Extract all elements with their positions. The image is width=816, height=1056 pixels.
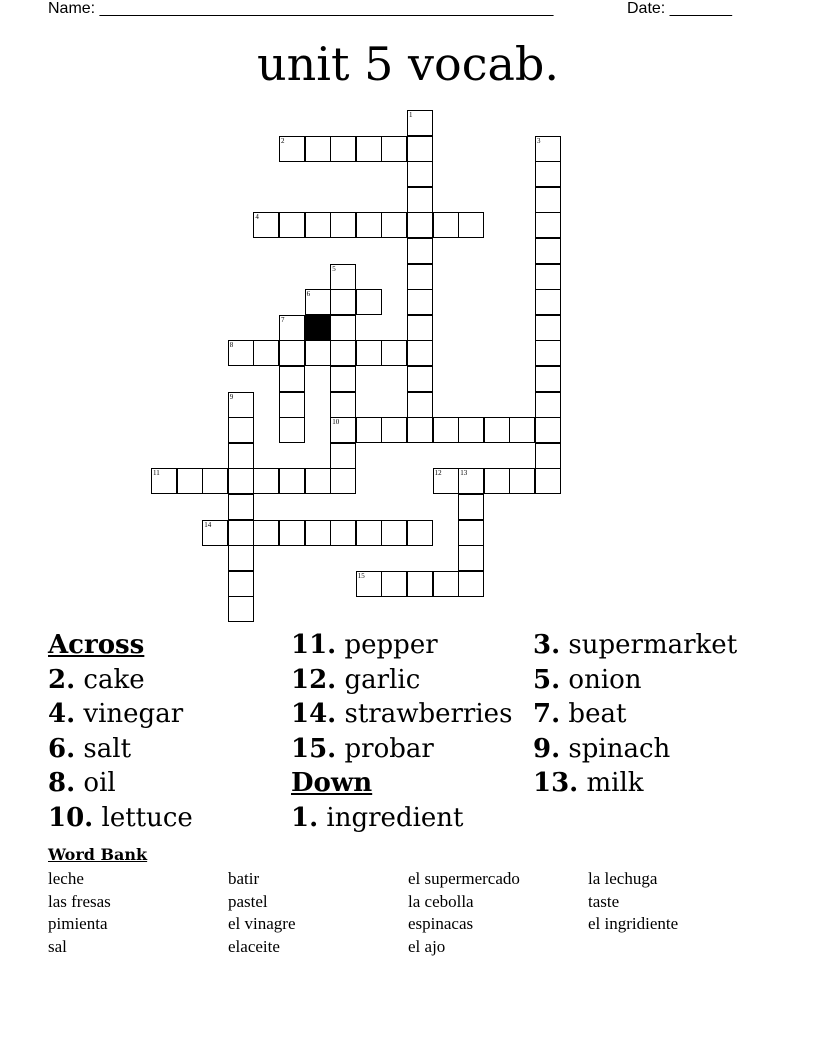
clue-number: 9 <box>229 392 234 401</box>
crossword-cell[interactable] <box>151 468 177 494</box>
crossword-cell[interactable] <box>356 340 382 366</box>
crossword-cell[interactable] <box>458 520 484 546</box>
clue-across-10: 10. lettuce <box>48 802 193 833</box>
clue-number: 11 <box>153 469 160 478</box>
clue-across-14: 14. strawberries <box>291 699 513 729</box>
clue-down-9: 9. spinach <box>533 733 671 764</box>
clue-down-1: 1. ingredient <box>291 802 464 833</box>
word-bank-item: sal <box>48 936 67 956</box>
clue-across-11: 11. pepper <box>291 630 438 660</box>
word-bank-item: la lechuga <box>588 869 658 888</box>
down-heading: Down <box>291 768 373 798</box>
crossword-cell[interactable] <box>381 417 407 443</box>
crossword-cell[interactable] <box>228 443 254 469</box>
clue-number: 1 <box>409 111 413 119</box>
word-bank-item: las fresas <box>48 891 111 911</box>
word-bank-item: la cebolla <box>408 891 474 911</box>
word-bank-item: leche <box>48 869 84 888</box>
clue-number: 6 <box>306 290 311 299</box>
crossword-cell[interactable] <box>535 187 561 213</box>
crossword-cell[interactable] <box>407 187 433 213</box>
crossword-cell[interactable] <box>535 340 561 366</box>
crossword-cell[interactable] <box>356 212 382 238</box>
clue-across-2: 2. cake <box>48 664 145 695</box>
crossword-cell[interactable] <box>330 468 356 494</box>
word-bank-column-3 <box>408 868 520 958</box>
crossword-cell[interactable] <box>305 136 331 162</box>
crossword-cell[interactable] <box>228 520 254 546</box>
crossword-cell[interactable] <box>407 161 433 187</box>
crossword-cell[interactable] <box>253 340 279 366</box>
crossword-cell[interactable] <box>330 340 356 366</box>
crossword-cell[interactable] <box>535 417 561 443</box>
clue-down-7: 7. beat <box>533 699 627 729</box>
crossword-cell[interactable] <box>433 417 459 443</box>
crossword-cell[interactable] <box>279 212 305 238</box>
crossword-cell[interactable] <box>458 545 484 571</box>
crossword-cell[interactable] <box>381 340 407 366</box>
date-field: Date: _______ <box>627 0 732 17</box>
crossword-cell[interactable] <box>535 238 561 264</box>
crossword-cell[interactable] <box>535 468 561 494</box>
crossword-cell[interactable] <box>330 136 356 162</box>
clues-column-2 <box>291 628 512 835</box>
crossword-cell[interactable] <box>279 136 305 162</box>
word-bank-title: Word Bank <box>48 845 148 864</box>
crossword-cell[interactable] <box>458 417 484 443</box>
crossword-cell[interactable] <box>356 417 382 443</box>
crossword-cell[interactable] <box>228 494 254 520</box>
clue-down-13: 13. milk <box>533 768 644 798</box>
crossword-cell[interactable] <box>381 212 407 238</box>
crossword-cell[interactable] <box>330 289 356 315</box>
crossword-cell[interactable] <box>228 468 254 494</box>
crossword-cell[interactable] <box>228 417 254 443</box>
word-bank-item: el ingridiente <box>588 914 679 933</box>
word-bank-item: batir <box>228 869 260 888</box>
clue-down-5: 5. onion <box>533 664 642 695</box>
word-bank-column-1 <box>48 868 111 958</box>
crossword-cell[interactable] <box>484 468 510 494</box>
crossword-cell[interactable] <box>279 366 305 392</box>
word-bank-column-4 <box>588 868 678 936</box>
crossword-black-cell <box>305 315 331 341</box>
clue-number: 13 <box>460 469 468 478</box>
crossword-cell[interactable] <box>509 417 535 443</box>
crossword-cell[interactable] <box>177 468 203 494</box>
crossword-cell[interactable] <box>279 417 305 443</box>
word-bank-item: elaceite <box>228 936 280 956</box>
crossword-cell[interactable] <box>381 136 407 162</box>
crossword-cell[interactable] <box>305 520 331 546</box>
crossword-cell[interactable] <box>228 392 254 418</box>
crossword-cell[interactable] <box>356 571 382 597</box>
crossword-cell[interactable] <box>407 110 433 136</box>
crossword-cell[interactable] <box>407 136 433 162</box>
crossword-cell[interactable] <box>407 340 433 366</box>
crossword-cell[interactable] <box>279 315 305 341</box>
crossword-cell[interactable] <box>407 571 433 597</box>
clue-number: 14 <box>204 520 212 529</box>
crossword-cell[interactable] <box>535 366 561 392</box>
crossword-cell[interactable] <box>202 520 228 546</box>
clue-across-15: 15. probar <box>291 733 434 764</box>
clue-number: 7 <box>281 315 285 324</box>
crossword-cell[interactable] <box>407 212 433 238</box>
word-bank-item: el ajo <box>408 936 446 956</box>
crossword-cell[interactable] <box>279 340 305 366</box>
crossword-cell[interactable] <box>279 468 305 494</box>
crossword-cell[interactable] <box>356 289 382 315</box>
crossword-cell[interactable] <box>509 468 535 494</box>
crossword-cell[interactable] <box>305 289 331 315</box>
crossword-cell[interactable] <box>305 212 331 238</box>
clue-number: 10 <box>332 418 340 427</box>
crossword-cell[interactable] <box>356 136 382 162</box>
word-bank-item: pimienta <box>48 914 108 933</box>
name-field: Name: ___________________________________________________ <box>48 0 554 17</box>
crossword-cell[interactable] <box>407 289 433 315</box>
crossword-cell[interactable] <box>381 520 407 546</box>
crossword-cell[interactable] <box>356 520 382 546</box>
crossword-cell[interactable] <box>433 468 459 494</box>
crossword-cell[interactable] <box>253 468 279 494</box>
crossword-cell[interactable] <box>305 468 331 494</box>
clue-number: 5 <box>332 264 336 273</box>
crossword-cell[interactable] <box>330 366 356 392</box>
crossword-cell[interactable] <box>253 520 279 546</box>
crossword-cell[interactable] <box>330 392 356 418</box>
across-heading: Across <box>48 630 145 660</box>
crossword-cell[interactable] <box>330 443 356 469</box>
crossword-cell[interactable] <box>407 417 433 443</box>
word-bank-item: el supermercado <box>408 869 520 888</box>
crossword-cell[interactable] <box>253 212 279 238</box>
crossword-cell[interactable] <box>330 264 356 290</box>
crossword-cell[interactable] <box>330 417 356 443</box>
crossword-cell[interactable] <box>458 494 484 520</box>
clue-across-8: 8. oil <box>48 768 116 798</box>
crossword-cell[interactable] <box>279 520 305 546</box>
crossword-cell[interactable] <box>484 417 510 443</box>
clue-number: 12 <box>434 469 442 478</box>
clue-number: 15 <box>357 571 365 580</box>
crossword-cell[interactable] <box>202 468 228 494</box>
clue-across-6: 6. salt <box>48 733 132 764</box>
crossword-cell[interactable] <box>433 212 459 238</box>
crossword-cell[interactable] <box>330 315 356 341</box>
clues-column-3 <box>533 628 737 801</box>
crossword-cell[interactable] <box>535 136 561 162</box>
crossword-cell[interactable] <box>407 264 433 290</box>
clue-number: 4 <box>255 213 259 222</box>
crossword-cell[interactable] <box>458 468 484 494</box>
crossword-cell[interactable] <box>535 315 561 341</box>
page-title: unit 5 vocab. <box>257 37 559 91</box>
crossword-cell[interactable] <box>279 392 305 418</box>
word-bank-item: el vinagre <box>228 914 296 933</box>
crossword-cell[interactable] <box>330 520 356 546</box>
word-bank-item: espinacas <box>408 914 474 933</box>
word-bank-item: pastel <box>228 891 268 911</box>
crossword-cell[interactable] <box>535 289 561 315</box>
crossword-cell[interactable] <box>407 520 433 546</box>
clue-across-4: 4. vinegar <box>48 699 184 729</box>
crossword-cell[interactable] <box>407 366 433 392</box>
crossword-cell[interactable] <box>228 571 254 597</box>
crossword-cell[interactable] <box>305 340 331 366</box>
crossword-cell[interactable] <box>228 545 254 571</box>
clue-number: 3 <box>537 136 541 145</box>
crossword-cell[interactable] <box>535 443 561 469</box>
word-bank-item: taste <box>588 891 620 911</box>
crossword-cell[interactable] <box>407 238 433 264</box>
word-bank-column-2 <box>228 868 296 958</box>
clue-number: 2 <box>281 136 285 145</box>
crossword-cell[interactable] <box>535 264 561 290</box>
crossword-cell[interactable] <box>535 212 561 238</box>
clue-across-12: 12. garlic <box>291 664 421 695</box>
clue-down-3: 3. supermarket <box>533 630 738 660</box>
crossword-cell[interactable] <box>228 340 254 366</box>
crossword-cell[interactable] <box>330 212 356 238</box>
crossword-cell[interactable] <box>228 596 254 622</box>
crossword-cell[interactable] <box>535 392 561 418</box>
clues-column-1 <box>48 628 193 835</box>
crossword-cell[interactable] <box>458 571 484 597</box>
crossword-cell[interactable] <box>433 571 459 597</box>
crossword-cell[interactable] <box>535 161 561 187</box>
crossword-cell[interactable] <box>407 392 433 418</box>
crossword-cell[interactable] <box>458 212 484 238</box>
crossword-cell[interactable] <box>407 315 433 341</box>
crossword-cell[interactable] <box>381 571 407 597</box>
clue-number: 8 <box>229 341 234 350</box>
